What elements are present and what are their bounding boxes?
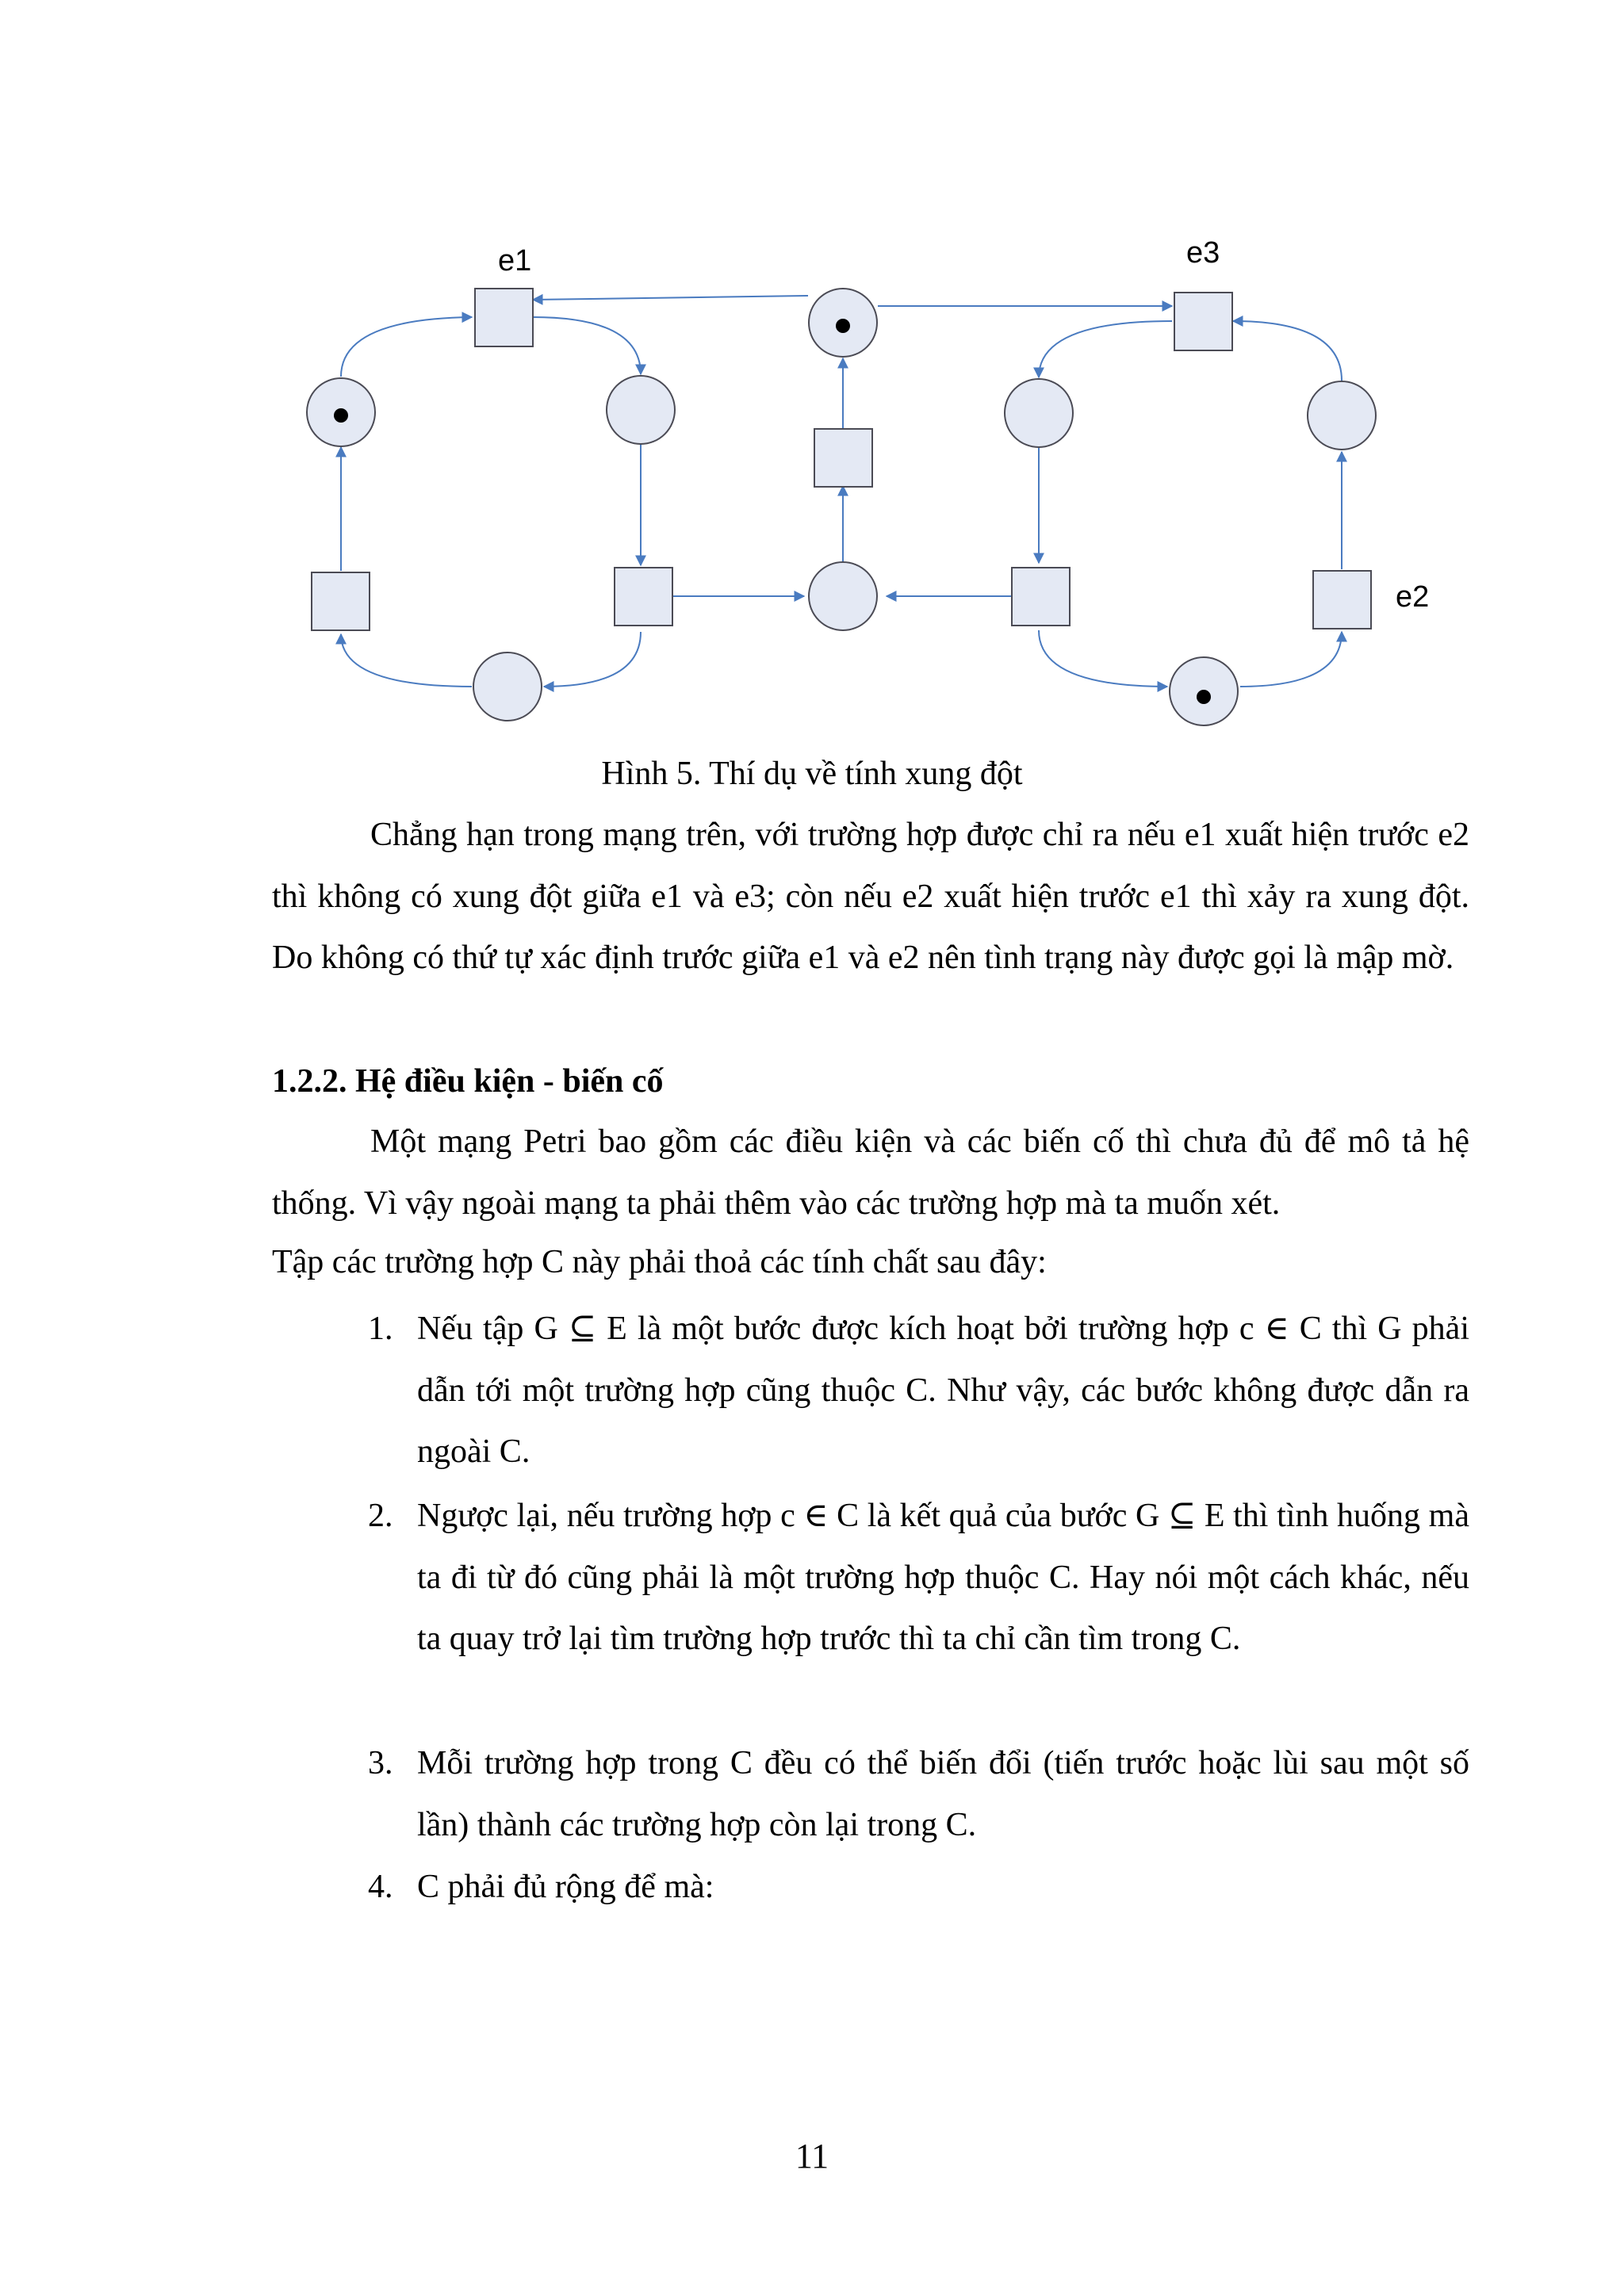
petri-net-diagram xyxy=(0,0,1624,745)
transition-left-bottom xyxy=(312,572,370,630)
place-right-right xyxy=(1308,381,1376,450)
list-number: 1. xyxy=(368,1311,393,1347)
list-number: 4. xyxy=(368,1869,393,1905)
token xyxy=(1197,690,1211,704)
arc xyxy=(533,317,641,374)
list-item xyxy=(368,1486,1469,1670)
label-e3: e3 xyxy=(1186,236,1220,270)
paragraph-3: Tập các trường hợp C này phải thoả các tính chất sau đây: xyxy=(272,1244,1047,1280)
arc xyxy=(341,317,472,377)
label-e2: e2 xyxy=(1396,580,1430,614)
transition-right-left xyxy=(1012,568,1070,626)
transition-e3 xyxy=(1174,293,1232,350)
transition-e2 xyxy=(1313,571,1371,629)
list-item xyxy=(368,1857,1469,1919)
transition-center xyxy=(814,429,872,487)
arc xyxy=(1039,321,1172,377)
token xyxy=(836,319,850,333)
label-e1: e1 xyxy=(498,244,532,277)
section-heading: 1.2.2. Hệ điều kiện - biến cố xyxy=(272,1063,664,1100)
arc xyxy=(1039,630,1167,687)
paragraph-2: Một mạng Petri bao gồm các điều kiện và các biến cố thì chưa đủ để mô tả hệ thống. Vì vậy ngoài mạng ta phải thêm vào các trường hợp mà ta muốn xét. xyxy=(272,1123,1469,1222)
transition-e1 xyxy=(475,289,533,346)
page-number: 11 xyxy=(795,2137,829,2175)
list-text: Mỗi trường hợp trong C đều có thể biến đổi (tiến trước hoặc lùi sau một số lần) thành các trường hợp còn lại trong C. xyxy=(417,1745,1469,1843)
list-text: Nếu tập G ⊆ E là một bước được kích hoạt bởi trường hợp c ∈ C thì G phải dẫn tới một trường hợp cũng thuộc C. Như vậy, các bước không được dẫn ra ngoài C. xyxy=(417,1311,1469,1470)
arc xyxy=(1233,321,1342,381)
list-item xyxy=(368,1733,1469,1856)
arc xyxy=(544,632,641,687)
list-text: C phải đủ rộng để mà: xyxy=(417,1869,714,1905)
token xyxy=(334,408,348,423)
list-number: 2. xyxy=(368,1498,393,1534)
figure-caption: Hình 5. Thí dụ về tính xung đột xyxy=(601,756,1023,792)
paragraph-1: Chẳng hạn trong mạng trên, với trường hợp được chỉ ra nếu e1 xuất hiện trước e2 thì không có xung đột giữa e1 và e3; còn nếu e2 xuất hiện trước e1 thì xảy ra xung đột. Do không có thứ tự xác định trước giữa e1 và e2 nên tình trạng này được gọi là mập mờ. xyxy=(272,817,1469,976)
place-left-bottom xyxy=(473,652,542,721)
list-text: Ngược lại, nếu trường hợp c ∈ C là kết quả của bước G ⊆ E thì tình huống mà ta đi từ đó cũng phải là một trường hợp thuộc C. Hay nói một cách khác, nếu ta quay trở lại tìm trường hợp trước thì ta chỉ cần tìm trong C. xyxy=(417,1498,1469,1657)
arc xyxy=(533,296,808,300)
arc xyxy=(341,634,472,687)
list-number: 3. xyxy=(368,1745,393,1781)
place-right-left xyxy=(1005,379,1073,447)
place-center-bottom xyxy=(809,562,877,630)
place-left-upper-right xyxy=(607,376,675,444)
arc xyxy=(1240,632,1342,687)
transition-left-right xyxy=(615,568,672,626)
list-item xyxy=(368,1299,1469,1483)
